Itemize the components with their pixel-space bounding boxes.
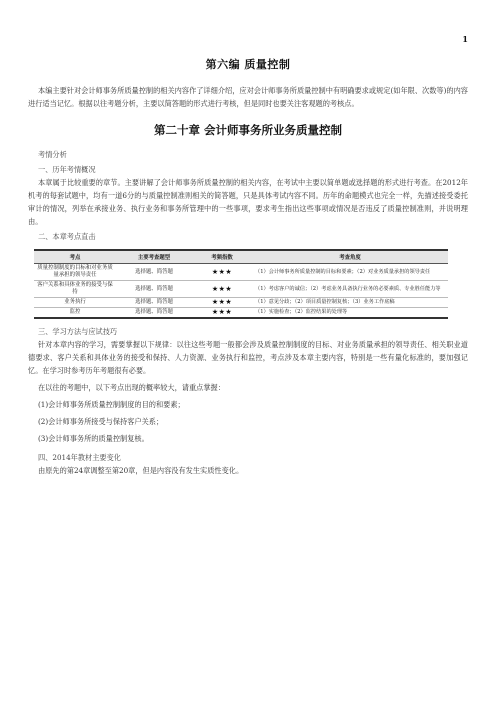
- table-row: [34, 264, 448, 281]
- header-point: 考点: [34, 250, 116, 264]
- part-title: 第六编 质量控制: [205, 58, 291, 71]
- cell-stars: ★★★: [192, 264, 252, 281]
- section2-heading: 二、本章考点直击: [38, 232, 96, 241]
- cell-types: 选择题、简答题: [116, 308, 192, 319]
- section1-heading: 一、历年考情概况: [38, 165, 96, 174]
- table-row: [34, 308, 448, 319]
- section1-text: 本章属于比较重要的章节。主要讲解了会计师事务所质量控制的相关内容，在考试中主要以简单题或选择题的形式进行考查。在2012年机考的每套试题中，均有一道6分的与质量控制准则相关的简答题，只是具体考试内容不同。历年的命题模式也完全一样，先描述接受委托审计的情况，列举在承接业务、执行业务和事务所管理中的一些事项，要求考生指出这些事项或情况是否违反了质量控制准则，并说明理由。: [28, 178, 468, 226]
- table-header-row: [34, 250, 448, 264]
- cell-angle: （1）考虑客户的诚信；（2）考虑业务具备执行业务的必要素质、专业胜任能力等: [252, 281, 448, 298]
- cell-types: 选择题、简答题: [116, 264, 192, 281]
- focus-list-item: (1)会计师事务所质量控制制度的目的和要素；: [38, 400, 185, 409]
- section4-text: 由原先的第24章调整至第20章，但是内容没有发生实质性变化。: [38, 466, 244, 475]
- table-row: [34, 281, 448, 298]
- section3-heading: 三、学习方法与应试技巧: [38, 327, 118, 336]
- cell-stars: ★★★: [192, 298, 252, 308]
- exam-points-table: [34, 249, 448, 319]
- header-types: 主要考查题型: [116, 250, 192, 264]
- cell-types: 选择题、简答题: [116, 298, 192, 308]
- page-number: 1: [462, 34, 468, 44]
- cell-point: 质量控制制度的目标和对业务质量承担的领导责任: [34, 264, 116, 281]
- focus-list-item: (2)会计师事务所接受与保持客户关系；: [38, 417, 164, 426]
- cell-stars: ★★★: [192, 308, 252, 319]
- cell-point: 业务执行: [34, 298, 116, 308]
- header-frequency: 考频指数: [192, 250, 252, 264]
- document-body: [28, 56, 468, 477]
- header-angle: 考查角度: [252, 250, 448, 264]
- chapter-title: 第二十章 会计师事务所业务质量控制: [153, 123, 342, 137]
- table-row: [34, 298, 448, 308]
- cell-angle: （1）会计师事务所质量控制的目标和要素；（2）对业务质量承担的领导责任: [252, 264, 448, 281]
- exam-analysis-heading: 考情分析: [38, 150, 67, 159]
- cell-types: 选择题、简答题: [116, 281, 192, 298]
- section3-intro: 在以往的考题中，以下考点出现的概率较大，请重点掌握：: [38, 383, 225, 392]
- part-intro: 本编主要针对会计师事务所质量控制的相关内容作了详细介绍，应对会计师事务所质量控制中有明确要求或规定(如年限、次数等)的内容进行适当记忆。根据以往考题分析，主要以简答题的形式进行考核，但是同时也要关注客观题的考核点。: [28, 86, 468, 108]
- section3-text: 针对本章内容的学习，需要掌握以下规律：以往这些考题一般都会涉及质量控制制度的目标、对业务质量承担的领导责任、相关职业道德要求、客户关系和具体业务的接受和保持、人力资源、业务执行和监控，考点涉及本章主要内容，特别是一些有量化标准的，要加强记忆。在学习时参考历年考题很有必要。: [28, 340, 468, 375]
- cell-point: 监控: [34, 308, 116, 319]
- cell-point: 客户关系和具体业务的接受与保持: [34, 281, 116, 298]
- cell-angle: （1）实施检查；（2）监控结果的处理等: [252, 308, 448, 319]
- focus-list-item: (3)会计师事务所的质量控制复核。: [38, 434, 149, 443]
- section4-heading: 四、2014年教材主要变化: [38, 453, 121, 462]
- cell-angle: （1）意见分歧；（2）项目质量控制复核；（3）业务工作底稿: [252, 298, 448, 308]
- cell-stars: ★★★: [192, 281, 252, 298]
